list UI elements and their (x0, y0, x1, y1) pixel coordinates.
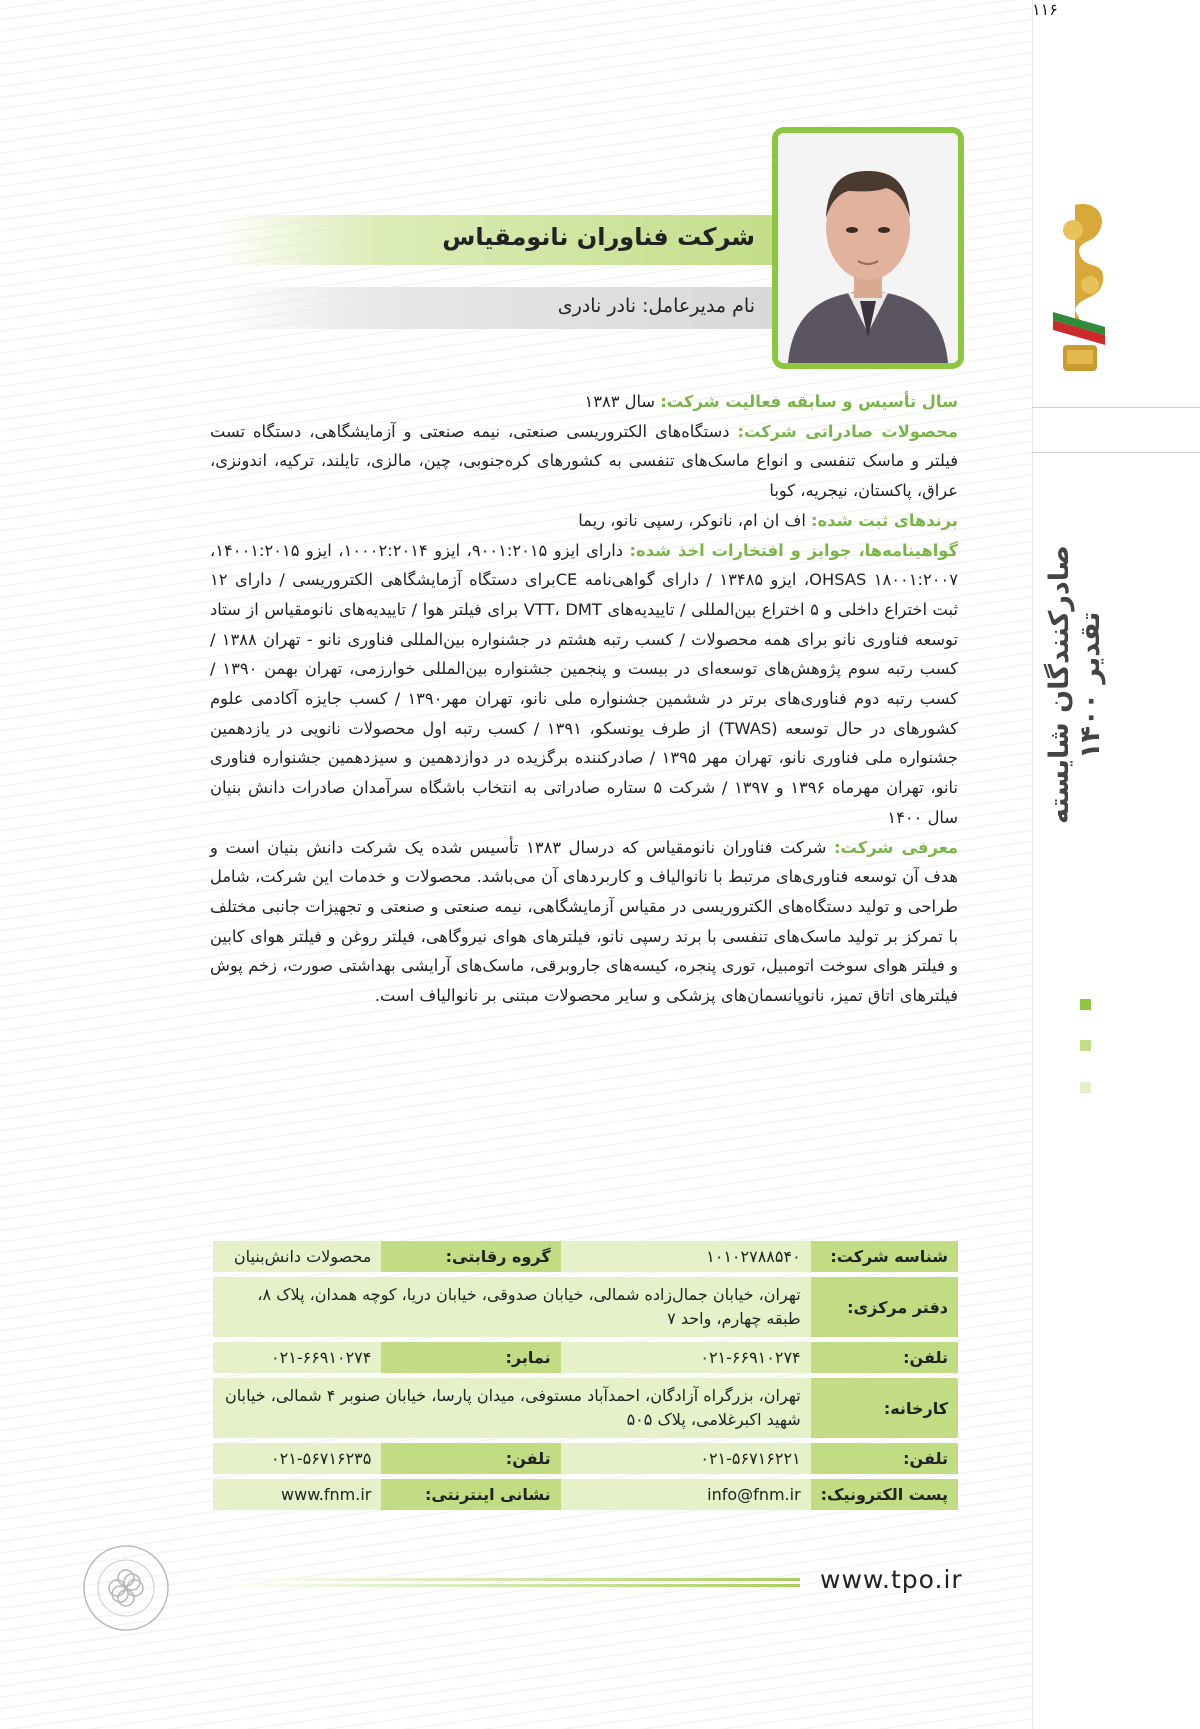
page-number: ۱۱۶ (1032, 0, 1058, 19)
brands-paragraph (210, 506, 958, 536)
table-row (213, 1479, 958, 1510)
phone1-value: ۰۲۱-۶۶۹۱۰۲۷۴ (561, 1342, 811, 1373)
phone1-label: تلفن: (811, 1342, 958, 1373)
web-value[interactable]: www.fnm.ir (213, 1479, 381, 1510)
contact-info-table (213, 1236, 958, 1515)
ceo-name: نام مدیرعامل: نادر نادری (557, 295, 755, 317)
company-description (210, 387, 958, 1011)
office-value: تهران، خیابان جمال‌زاده شمالی، خیابان صدوقی، خیابان دریا، کوچه همدان، پلاک ۸، طبقه چهارم، واحد ۷ (213, 1277, 811, 1337)
trophy-icon (1045, 200, 1115, 375)
founded-label: سال تأسیس و سابقه فعالیت شرکت: (660, 392, 958, 411)
web-label: نشانی اینترنتی: (381, 1479, 560, 1510)
certs-paragraph (210, 536, 958, 833)
fax-label: نمابر: (381, 1342, 560, 1373)
intro-paragraph (210, 833, 958, 1011)
brands-value: اف ان ام، نانوکر، رسپی نانو، ریما (578, 510, 812, 530)
bullet-square-1 (1080, 999, 1091, 1010)
ceo-bar (210, 287, 775, 329)
table-row (213, 1443, 958, 1474)
fax-value: ۰۲۱-۶۶۹۱۰۲۷۴ (213, 1342, 381, 1373)
office-label: دفتر مرکزی: (811, 1277, 958, 1337)
tpo-logo-icon (82, 1544, 170, 1632)
table-row (213, 1277, 958, 1337)
phone2-label: تلفن: (811, 1443, 958, 1474)
certs-value: دارای ایزو ۹۰۰۱:۲۰۱۵، ایزو ۱۰۰۰۲:۲۰۱۴، ایزو ۱۴۰۰۱:۲۰۱۵، OHSAS ۱۸۰۰۱:۲۰۰۷، ایزو ۱۳۴۸۵ / دارای گواهی‌نامه CEبرای دستگاه آزمایشگاهی الکتروریسی / دارای ۱۲ ثبت اختراع داخلی و ۵ اختراع بین‌المللی / تاییدیه‌های VTT، DMT برای فیلتر هوا / تاییدیه‌های نانومقیاس از ستاد توسعه فناوری نانو برای همه محصولات / کسب رتبه هشتم در جشنواره بین‌المللی فناوری نانو - تهران ۱۳۸۸ / کسب رتبه سوم پژوهش‌های توسعه‌ای در بیست و پنجمین جشنواره بین‌المللی خوارزمی، تهران بهمن ۱۳۹۰ / کسب رتبه دوم فناوری‌های برتر در ششمین جشنواره ملی نانو، تهران مهر۱۳۹۰ / کسب جایزه آکادمی علوم کشورهای در حال توسعه (TWAS) از طرف یونسکو، ۱۳۹۱ / کسب رتبه اول محصولات نانویی در یازدهمین جشنواره ملی فناوری نانو، تهران مهر ۱۳۹۵ / صادرکننده برگزیده در دوازدهمین و سیزدهمین جشنواره فناوری نانو، تهران مهرماه ۱۳۹۶ و ۱۳۹۷ / شرکت ۵ ستاره صادراتی به انتخاب باشگاه سرآمدان صادرات دانش بنیان سال ۱۴۰۰ (210, 540, 959, 827)
person-photo-icon (778, 133, 958, 363)
company-name: شرکت فناوران نانومقیاس (442, 223, 755, 251)
company-name-bar (210, 215, 775, 265)
footer-line (210, 1578, 800, 1581)
company-id-value: ۱۰۱۰۲۷۸۸۵۴۰ (561, 1241, 811, 1272)
founded-paragraph (210, 387, 958, 417)
email-value[interactable]: info@fnm.ir (561, 1479, 811, 1510)
company-id-label: شناسه شرکت: (811, 1241, 958, 1272)
table-row (213, 1342, 958, 1373)
phone2-value: ۰۲۱-۵۶۷۱۶۲۲۱ (561, 1443, 811, 1474)
email-label: پست الکترونیک: (811, 1479, 958, 1510)
founded-value: سال ۱۳۸۳ (584, 392, 661, 411)
footer-decoration (210, 1578, 800, 1590)
factory-label: کارخانه: (811, 1378, 958, 1438)
table-row (213, 1241, 958, 1272)
ceo-photo (772, 127, 964, 369)
footer-website-link[interactable]: www.tpo.ir (820, 1565, 963, 1594)
group-value: محصولات دانش‌بنیان (213, 1241, 381, 1272)
certs-label: گواهینامه‌ها، جوایز و افتخارات اخذ شده: (629, 540, 958, 560)
table-row (213, 1378, 958, 1438)
intro-label: معرفی شرکت: (834, 837, 958, 857)
bullet-square-2 (1080, 1040, 1091, 1051)
exports-paragraph (210, 417, 958, 506)
exports-label: محصولات صادراتی شرکت: (737, 421, 958, 441)
vertical-section-title: صادرکنندگان شایسته تقدیر ۱۴۰۰ (1044, 545, 1106, 825)
intro-value: شرکت فناوران نانومقیاس که درسال ۱۳۸۳ تأسیس شده یک شرکت دانش بنیان است و هدف آن توسعه فناوری‌های مرتبط با نانوالیاف و کاربردهای آن می‌باشد. محصولات و خدمات این شرکت، شامل طراحی و تولید دستگاه‌های الکتروریسی در مقیاس آزمایشگاهی، نیمه صنعتی و صنعتی و تجهیزات جانبی مختلف با تمرکز بر تولید ماسک‌های تنفسی با برند رسپی نانو، فیلترهای هوای نیروگاهی، فیلتر روغن و فیلتر هوای کابین و فیلتر هوای سوخت اتومبیل، توری پنجره، کیسه‌های جاروبرقی، ماسک‌های آرایشی بهداشتی صورت، زخم پوش فیلترهای اتاق تمیز، نانوپانسمان‌های پزشکی و سایر محصولات مبتنی بر نانوالیاف است. (210, 837, 958, 1006)
sidebar-divider-bottom (1032, 452, 1200, 453)
factory-value: تهران، بزرگراه آزادگان، احمدآباد مستوفی، میدان پارسا، خیابان صنوبر ۴ شمالی، خیابان شهید اکبرغلامی، پلاک ۵۰۵ (213, 1378, 811, 1438)
bullet-square-3 (1080, 1082, 1091, 1093)
footer-line (210, 1584, 800, 1587)
phone3-value: ۰۲۱-۵۶۷۱۶۲۳۵ (213, 1443, 381, 1474)
exports-value: دستگاه‌های الکتروریسی صنعتی، نیمه صنعتی و آزمایشگاهی، دستگاه تست فیلتر و ماسک تنفسی و انواع ماسک‌های تنفسی به کشورهای کره‌جنوبی، چین، مالزی، تایلند، ترکیه، اندونزی، عراق، پاکستان، نیجریه، کوبا (210, 421, 958, 501)
group-label: گروه رقابتی: (381, 1241, 560, 1272)
brands-label: برندهای ثبت شده: (811, 510, 958, 530)
phone3-label: تلفن: (381, 1443, 560, 1474)
sidebar-divider-top (1032, 407, 1200, 408)
